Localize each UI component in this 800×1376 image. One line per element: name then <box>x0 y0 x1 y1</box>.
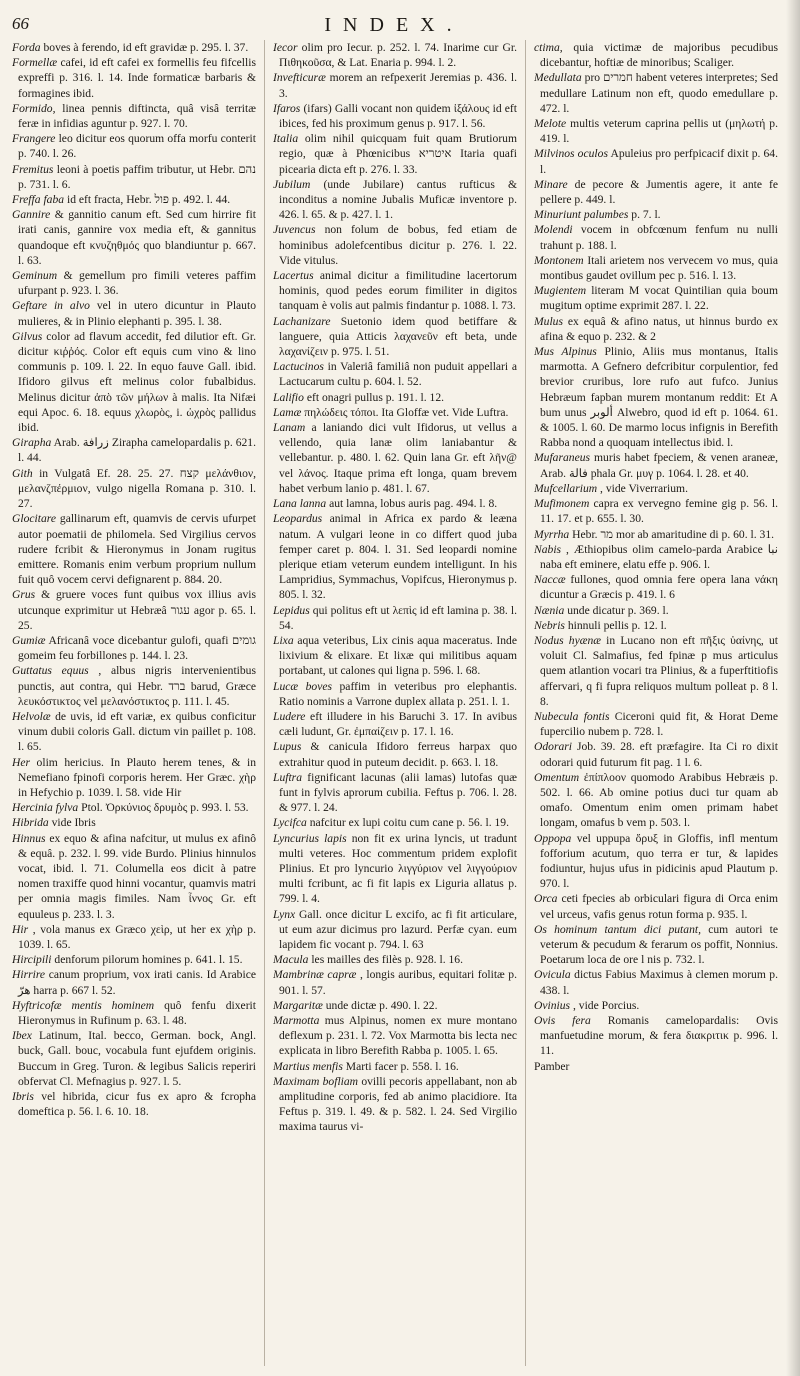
index-headword: Girapha <box>12 436 52 450</box>
index-entry-text: vocem in obfcœnum fenfum nu nulli trahunt p. 188. l. <box>540 223 778 252</box>
index-entry-text: cum autori te veterum & pecudum & ferarum os poffit, Nonnius. Poetarum loca de ore l nis p. 732. l. <box>540 922 778 967</box>
index-entry <box>273 131 517 177</box>
index-entry <box>273 511 517 602</box>
index-headword: Hirrire <box>12 968 46 982</box>
index-headword: Hyftricofæ mentis hominem <box>12 998 155 1012</box>
index-entry <box>273 496 517 511</box>
index-entry-text: denforum pilorum homines p. 641. l. 15. <box>54 953 243 967</box>
index-entry-text: Arab. زرافة Zirapha camelopardalis p. 621. l. 44. <box>18 436 256 465</box>
column-divider <box>264 40 265 1366</box>
index-entry-text: p. 7. l. <box>631 208 661 222</box>
index-entry-text: ceti fpecies ab orbiculari figura di Orca enim vel urceus, vafis genus rotun forma p. 935. l. <box>540 892 778 921</box>
index-entry <box>273 967 517 997</box>
index-headword: Lacertus <box>273 269 314 283</box>
index-entry-text: canum proprium, vox irati canis. Id Arabice هرّ harra p. 667 l. 52. <box>18 968 256 997</box>
index-entry-text: in Vulgatâ Ef. 28. 25. 27. קצח μελάνθιον, μελανζπέρμιον, vulgo nigella Romana p. 310. l. 27. <box>18 466 256 511</box>
index-entry-text: fullones, quod omnia fere opera lana νάκη dicuntur a Græcis p. 419. l. 6 <box>540 573 778 602</box>
index-entry-text: Ptol. Ὀρκύνιος δρυμὸς p. 993. l. 53. <box>81 801 249 815</box>
index-headword: Lanam <box>273 421 306 435</box>
index-entry <box>273 1074 517 1135</box>
index-entry <box>12 709 256 755</box>
index-entry <box>534 450 778 480</box>
index-entry-text: Apuleius pro perfpicacif dixit p. 64. l. <box>540 147 778 176</box>
index-headword: Lana lanna <box>273 497 327 511</box>
index-entry <box>12 207 256 268</box>
index-headword: Margaritæ <box>273 998 323 1012</box>
index-entry <box>534 253 778 283</box>
index-entry <box>12 268 256 298</box>
index-entry <box>534 496 778 526</box>
index-entry <box>534 527 778 542</box>
index-entry-text: dictus Fabius Maximus à clemen morum p. 438. l. <box>540 968 778 997</box>
index-entry-text: de pecore & Jumentis agere, it ante fe pellere p. 449. l. <box>540 177 778 207</box>
index-entry <box>12 466 256 512</box>
index-entry <box>12 1028 256 1089</box>
index-entry <box>534 283 778 313</box>
index-entry <box>12 329 256 435</box>
index-entry <box>273 998 517 1013</box>
index-entry <box>273 770 517 816</box>
index-headword: Invefticuræ <box>273 71 326 85</box>
index-entry-text: ex equo & afina nafcitur, ut mulus ex afinô & equâ. p. 232. l. 99. vide Burdo. Plinius hinnulos vocat, ibid. l. 71. Columella eos dicit à patre nomen traxiffe quod hinni vocantur, quamvis matri per omnia magis fimiles. Nam ἶννος Gr. eft equuleus p. 233. l. 3. <box>18 831 256 921</box>
index-entry <box>273 390 517 405</box>
index-headword: Macula <box>273 953 309 967</box>
index-entry-text: hinnuli pellis p. 12. l. <box>567 618 667 632</box>
index-headword: Nænia <box>534 603 565 617</box>
index-entry <box>534 618 778 633</box>
index-entry-text: , longis auribus, equitari folitæ p. 901. l. 57. <box>279 968 517 997</box>
index-headword: Lupus <box>273 740 302 754</box>
index-entry <box>273 222 517 268</box>
index-entry <box>273 177 517 223</box>
index-entry <box>273 40 517 70</box>
index-entry-text: , vide Porcius. <box>572 998 640 1012</box>
index-headword: Leopardus <box>273 512 323 526</box>
index-headword: Luftra <box>273 770 302 784</box>
index-entry <box>534 207 778 222</box>
index-headword: Frangere <box>12 132 56 146</box>
index-entry <box>534 70 778 116</box>
index-headword: Lepidus <box>273 603 310 617</box>
index-headword: Lalifio <box>273 390 304 404</box>
index-entry <box>273 739 517 769</box>
index-entry <box>12 633 256 663</box>
index-entry-text: muris habet fpeciem, & venen araneæ, Arab. فالة phala Gr. μυγ p. 1064. l. 28. et 40. <box>540 451 778 480</box>
index-entry-text: ἐπίπλοον quomodo Arabibus Hebræis p. 502. l. 66. Ab omine potius duci tur quam ab omafo. Omentum enim omen primam habet longam, omafus b vem p. 503. l. <box>540 770 778 830</box>
index-entry-text: cafei, id eft cafei ex formellis feu fifcellis expreffi p. 316. l. 14. Inde formaticæ barbaris & formagines ibid. <box>18 56 256 100</box>
index-entry <box>534 603 778 618</box>
index-entry-text: Plinio, Aliis mus montanus, Italis marmotta. A Gefnero defcribitur corpulentior, fed brevior cruribus, lore rufo aut fufco. Junius Hebræum fapban murem montanum reddit: Et A bum unus ألوبر Alwebro, quod id eft p. 1064. 61. & 1005. l. 60. De marmo locus infignis in Berefith Rabba nond a quoquam intellectus ibid. l. <box>540 345 778 450</box>
index-headword: Freffa faba <box>12 193 65 207</box>
index-headword: Lixa <box>273 633 294 647</box>
index-entry-text: aut lamna, lobus auris pag. 494. l. 8. <box>329 497 498 511</box>
index-entry-text: vel in utero dicuntur in Plauto mulieres, & in Plinio elephanti p. 395. l. 38. <box>18 299 256 328</box>
index-headword: Ovis fera <box>534 1014 591 1027</box>
index-entry-text: Africanâ voce dicebantur gulofi, quafi גומים gomeim feu forbillones p. 144. l. 23. <box>18 633 256 663</box>
index-entry <box>12 952 256 967</box>
index-headword: Myrrha <box>534 527 570 541</box>
index-headword: Lachanizare <box>273 314 331 328</box>
index-headword: Omentum <box>534 770 580 784</box>
index-entry <box>534 709 778 739</box>
index-headword: Odorari <box>534 740 573 754</box>
index-entry <box>12 663 256 709</box>
index-entry-text: unde dictæ p. 490. l. 22. <box>325 998 438 1012</box>
index-headword: Mufaraneus <box>534 451 591 465</box>
index-entry-text: Romanis camelopardalis: Ovis manfuetudine morum, & fera διακριτικ p. 996. l. 11. <box>540 1014 778 1058</box>
index-entry-text: leo dicitur eos quorum offa morfu conterit p. 740. l. 26. <box>18 132 256 161</box>
index-entry-text: πηλώδεις τόποι. Ita Gloffæ vet. Vide Luftra. <box>304 405 509 419</box>
index-headword: Geminum <box>12 269 58 283</box>
index-headword: Minare <box>534 177 568 191</box>
index-entry <box>534 40 778 70</box>
index-entry-text: Ciceroni quid fit, & Horat Deme fupercilio nubem p. 728. l. <box>540 709 778 739</box>
index-entry <box>534 481 778 496</box>
index-entry <box>12 511 256 587</box>
index-entry-text: animal dicitur a fimilitudine lacertorum hominis, quod pedes eorum fimiliter in digitos tanquam è volis aut palmis findantur p. 1088. l. 73. <box>279 269 517 313</box>
index-entry-text: olim hericius. In Plauto herem tenes, & in Nemefiano fpinofi corporis herem. Her Græc. χὴρ in Hefychio p. 1039. l. 58. vide Hir <box>18 755 256 799</box>
index-headword: Lucæ boves <box>273 679 333 693</box>
index-headword: Medullata <box>534 71 582 85</box>
index-headword: Molendi <box>534 223 573 237</box>
index-entry <box>534 1013 778 1059</box>
index-entry <box>534 891 778 921</box>
index-headword: Ibris <box>12 1090 34 1104</box>
index-entry <box>273 907 517 953</box>
index-headword: Formido, <box>12 101 56 115</box>
index-entry-text: literam M vocat Quintilian quia boum mugitum optime exprimit 287. l. 22. <box>540 284 778 313</box>
index-column-right <box>534 40 778 1366</box>
index-entry-text: in Valeriâ familiâ non puduit appellari a Lactucarum cultu p. 604. l. 52. <box>279 360 517 389</box>
index-entry <box>12 1089 256 1119</box>
index-entry <box>12 815 256 830</box>
index-headword: Fremitus <box>12 162 54 176</box>
index-entry-text: (ifars) Galli vocant non quidem ἰξάλους id eft ibices, fed his proximum genus p. 917. l. 56. <box>279 101 517 131</box>
index-headword: Minuriunt palumbes <box>534 208 629 222</box>
page-edge-shadow <box>786 0 800 1376</box>
index-entry-text: ex equâ & afino natus, ut hinnus burdo ex afina & equo p. 232. & 2 <box>540 314 778 343</box>
index-headword: Hibrida <box>12 816 49 830</box>
index-entry <box>12 162 256 192</box>
index-entry <box>12 101 256 131</box>
index-entry-text: olim nihil quicquam fuit quam Brutiorum regio, quæ à Phœnicibus איטריא Itaria quafi picearia dicta eft p. 276. l. 33. <box>279 132 517 176</box>
index-entry <box>273 101 517 131</box>
index-entry-text: olim pro Iecur. p. 252. l. 74. Inarime cur Gr. Πιθηκοῦσα, & Lat. Enaria p. 994. l. 2. <box>279 41 517 70</box>
index-headword: Oppopa <box>534 831 572 845</box>
index-entry-text: , vola manus ex Græco χεὶρ, ut her ex χὴρ p. 1039. l. 65. <box>18 922 256 951</box>
index-entry-text: fignificant lacunas (alii lamas) lutofas quæ funt in fylvis aprorum cubilia. Feftus p. 706. l. 28. & 977. l. 24. <box>279 770 517 815</box>
index-entry <box>12 831 256 922</box>
index-headword: Melote <box>534 117 567 131</box>
index-entry-text: a laniando dici vult Ifidorus, ut vellus a vellendo, quia lanæ olim laniabantur & vellebantur. p. 480. l. 62. Quin lana Gr. eft λῆν@ vel λάνος. Itaque prima eft longa, quam brevem habet verbum lanio p. 481. l. 67. <box>279 421 517 495</box>
index-entry <box>273 268 517 314</box>
index-headword: Ibex <box>12 1029 32 1043</box>
index-entry <box>534 146 778 176</box>
index-entry-text: pro חמרים habent veteres interpretes; Sed medullare Latinum non eft, quodo emedullare p. 472. l. <box>540 71 778 115</box>
index-entry-text: & gannitio canum eft. Sed cum hirrire fit irati canis, gannire vox media eft, & gannitus quandoque eft κνυζηθμός quo blandiuntur p. 667. l. 63. <box>18 208 256 267</box>
index-entry <box>534 542 778 572</box>
index-entry <box>534 831 778 892</box>
index-entry <box>273 359 517 389</box>
index-entry <box>534 1059 778 1074</box>
index-entry <box>273 709 517 739</box>
index-entry-text: Job. 39. 28. eft præfagire. Ita Ci ro dixit odorari quid futurum fit pag. 1 l. 6. <box>540 740 778 769</box>
index-headword: Lamæ <box>273 405 302 419</box>
index-headword: Maximam bofliam <box>273 1074 359 1088</box>
index-headword: Guttatus equus <box>12 664 89 678</box>
index-entry-text: Hebr. מר mor ab amaritudine di p. 60. l. 31. <box>572 527 775 541</box>
index-entry-text: & canicula Ifidoro ferreus harpax quo extrahitur quod in puteum decidit. p. 663. l. 18. <box>279 740 517 769</box>
index-headword: Martius menfis <box>273 1059 343 1073</box>
index-entry-text: non folum de bobus, fed etiam de hominibus adolefcentibus dicitur p. 276. l. 22. Vide vitulus. <box>279 223 517 267</box>
index-headword: Montonem <box>534 253 584 267</box>
index-entry <box>534 739 778 769</box>
index-headword: Ludere <box>273 709 306 723</box>
index-entry-text: leoni à poetis paffim tributur, ut Hebr. נהם p. 731. l. 6. <box>18 162 256 191</box>
index-entry <box>534 314 778 344</box>
index-entry-text: capra ex vervegno femine gig p. 56. l. 11. 17. et p. 655. l. 30. <box>540 497 778 526</box>
index-entry <box>12 55 256 101</box>
index-headword: Glocitare <box>12 512 57 526</box>
index-entry-text: aqua veteribus, Lix cinis aqua maceratus. Inde lixivium & elixare. Et lixæ qui militibus aquam portabant, ut calones qui ligna p. 596. l. 68. <box>279 633 517 678</box>
index-headword: Nebris <box>534 618 565 632</box>
index-entry <box>273 603 517 633</box>
index-columns <box>12 40 778 1366</box>
index-headword: Gumiæ <box>12 633 46 647</box>
index-headword: Forda <box>12 41 41 54</box>
index-entry-text: (unde Jubilare) cantus rufticus & inconditus a nomine Jubalis Muficæ inventore p. 426. l. 65. & p. 427. l. 1. <box>279 177 517 222</box>
index-headword: Mufcellarium <box>534 481 598 495</box>
index-entry-text: Suetonio idem quod betiffare & languere, quia Atticis λαχανεῦν eft beta, unde λαχανίζειν p. 975. l. 51. <box>279 314 517 359</box>
index-headword: Her <box>12 755 31 769</box>
column-divider <box>525 40 526 1366</box>
index-entry-text: , vide Viverrarium. <box>600 481 688 495</box>
index-headword: Ifaros <box>273 101 301 115</box>
index-entry-text: eft illudere in his Baruchi 3. 17. In avibus cæli ludunt, Gr. ἐμπαίζειν p. 17. l. 16. <box>279 709 517 739</box>
index-headword: Hir <box>12 922 29 936</box>
index-headword: Mambrinæ capræ <box>273 968 357 982</box>
index-entry-text: Itali arietem nos vervecem vo mus, quia montibus gaudet ovillum pec p. 516. l. 13. <box>540 253 778 283</box>
index-headword: Orca <box>534 892 558 906</box>
index-entry-text: boves à ferendo, id eft gravidæ p. 295. l. 37. <box>43 41 249 54</box>
index-headword: Marmotta <box>273 1014 320 1027</box>
index-entry-text: Marti facer p. 558. l. 16. <box>345 1059 459 1073</box>
index-entry-text: , Æthiopibus olim camelo-parda Arabice نبا naba eft eminere, elatu effe p. 906. l. <box>540 542 778 571</box>
index-headword: Mufimonem <box>534 497 590 511</box>
index-headword: Juvencus <box>273 223 316 237</box>
index-entry <box>534 998 778 1013</box>
index-entry-text: morem an refpexerit Jeremias p. 436. l. 3. <box>279 71 517 100</box>
index-entry <box>12 435 256 465</box>
page-header <box>12 14 776 38</box>
index-entry <box>273 314 517 360</box>
index-entry <box>273 1013 517 1059</box>
index-entry <box>273 633 517 679</box>
index-entry <box>534 177 778 207</box>
index-entry-text: non fit ex urina lyncis, ut tradunt multi veteres. Hoc commentum pridem explofit Plinius. Et pro lyncurio λιγγύριον vel λιγγούριον multi fcribunt, ac fi fit lapis ex Liguria allatus p. 799. l. 4. <box>279 831 517 906</box>
index-entry <box>273 815 517 830</box>
index-entry <box>534 116 778 146</box>
index-headword: Iecor <box>273 41 298 54</box>
index-entry-text: paffim in veteribus pro elephantis. Ratio nominis a Varrone duplex allata p. 251. l. 1. <box>279 679 517 708</box>
index-headword: Ovinius <box>534 998 571 1012</box>
index-entry-text: & gruere voces funt quibus vox illius avis utcunque exprimitur ut Hebræâ עגור agor p. 65. l. 25. <box>18 588 256 632</box>
index-entry <box>534 922 778 968</box>
index-entry <box>273 405 517 420</box>
index-entry <box>273 1059 517 1074</box>
index-entry-text: id eft fracta, Hebr. פול p. 492. l. 44. <box>66 193 231 207</box>
index-entry <box>273 420 517 496</box>
index-headword: Lynx <box>273 907 296 921</box>
index-headword: Gith <box>12 466 33 480</box>
index-entry <box>534 222 778 252</box>
index-entry-text: qui politus eft ut λεπὶς id eft lamina p. 38. l. 54. <box>279 603 517 632</box>
index-entry <box>534 633 778 709</box>
index-entry-text: animal in Africa ex pardo & leæna natum. A vulgari leone in co differt quod juba femper caret p. 804. l. 31. Sed leopardi nomine plerique etiam veterum eundem intelligunt. In his Lampridius, Symmachus, Vopifcus, Hieronymus p. 805. l. 32. <box>279 512 517 602</box>
index-entry-text: vide Ibris <box>51 816 96 830</box>
index-headword: Nodus hyænæ <box>534 633 601 647</box>
index-entry <box>12 40 256 55</box>
index-entry-text: vel uppupa ὄρυξ in Gloffis, infl mentum fofforium acutum, quo terra er tur, & lapides fodiuntur, hujus ufus in pidicinis apud Plautum p. 970. l. <box>540 831 778 891</box>
index-headword: Grus <box>12 588 36 602</box>
index-entry-text: Latinum, Ital. becco, German. bock, Angl. buck, Gall. bouc, vocabula funt ejufdem originis. Buccum in Greg. Turon. & legibus Salicis reperiri obfervat Cl. Mefnagius p. 927. l. 5. <box>18 1029 256 1088</box>
index-headword: Milvinos oculos <box>534 147 608 161</box>
index-entry <box>12 922 256 952</box>
index-headword: Gannire <box>12 208 51 222</box>
index-headword: Formellæ <box>12 56 58 70</box>
index-headword: Os hominum tantum dici putant, <box>534 922 701 936</box>
index-entry <box>273 70 517 100</box>
index-headword: Hinnus <box>12 831 46 845</box>
index-entry <box>12 298 256 328</box>
index-entry-text: de uvis, id eft variæ, ex quibus conficitur vinum dubii coloris Gall. dictum vin paillet p. 108. l. 65. <box>18 709 256 754</box>
index-entry-text: multis veterum caprina pellis ut (μηλωτή p. 419. l. <box>540 117 778 146</box>
index-entry-text: linea pennis diftincta, quâ visâ territæ feræ in infidias aguntur p. 927. l. 70. <box>18 101 256 131</box>
index-entry-text: mus Alpinus, nomen ex mure montano deflexum p. 231. l. 72. Vox Marmotta bis lecta nec explicata in libro Berefith Rabba p. 1005. l. 65. <box>279 1014 517 1058</box>
index-entry-text: nafcitur ex lupi coitu cum cane p. 56. l. 19. <box>309 816 509 830</box>
index-entry-text: ovilli pecoris appellabant, non ab amplitudine corporis, fed ab animo placidiore. Ita Feftus p. 319. l. 49. & p. 582. l. 24. Sed Virgilio maxima taurus vi- <box>279 1074 517 1134</box>
index-entry-text: eft onagri pullus p. 191. l. 12. <box>306 390 445 404</box>
index-entry <box>12 998 256 1028</box>
index-entry <box>534 967 778 997</box>
index-entry <box>12 192 256 207</box>
index-headword: Gilvus <box>12 329 43 343</box>
index-entry <box>12 131 256 161</box>
index-entry-text: Pamber <box>534 1059 570 1073</box>
index-entry <box>12 800 256 815</box>
index-headword: Ovicula <box>534 968 571 982</box>
index-headword: Jubilum <box>273 177 311 191</box>
index-entry <box>534 344 778 450</box>
index-entry-text: color ad flavum accedit, fed dilutior eft. Gr. dicitur κιῤῥός. Color eft equis cum vino & lino communis p. 109. l. 22. In equo fauve Gall. ibid. Ifidoro gilvus eft melinus color fubalbidus. Melinus dicitur ἀπὸ τῶν μήλων à malis. Ita Nifæi equi Apoc. 6. 18. equus χλωρὸς, i. ὠχρὸς pallidus ibid. <box>18 329 256 435</box>
index-entry-text: in Lucano non eft πῆξις ὑαίνης, ut voluit Cl. Salmafius, fed fpinæ p mus articulus quem atlantion vocari tra Plinius, & a fuperftitiofis affervari, q fi fupra reliquos multum polleat p. 8 l. 8. <box>540 633 778 708</box>
index-headword: Hircipili <box>12 953 52 967</box>
index-headword: Nabis <box>534 542 562 556</box>
index-entry-text: quia victimæ de majoribus pecudibus dicebantur, hoftiæ de minoribus; Scaliger. <box>540 41 778 70</box>
index-entry-text: unde dicatur p. 369. l. <box>567 603 669 617</box>
index-entry-text: vel hibrida, cicur fus ex apro & fcropha domeftica p. 56. l. 6. 10. 18. <box>18 1090 256 1119</box>
index-entry <box>12 587 256 633</box>
index-headword: Geftare in alvo <box>12 299 90 313</box>
index-headword: Lycifca <box>273 816 307 830</box>
index-entry <box>534 770 778 831</box>
index-entry-text: & gemellum pro fimili veteres paffim ufurpant p. 923. l. 36. <box>18 269 256 298</box>
index-entry <box>273 679 517 709</box>
index-column-left <box>12 40 256 1366</box>
index-headword: Naccæ <box>534 573 566 587</box>
index-headword: Mus Alpinus <box>534 345 597 359</box>
index-entry <box>12 967 256 997</box>
index-entry <box>273 831 517 907</box>
page-number: 66 <box>12 14 29 33</box>
index-headword: Lyncurius lapis <box>273 831 347 845</box>
index-entry <box>12 755 256 801</box>
index-headword: Mugientem <box>534 284 587 298</box>
index-column-middle <box>273 40 517 1366</box>
index-headword: Nubecula fontis <box>534 709 610 723</box>
index-entry-text: les mailles des filès p. 928. l. 16. <box>311 953 463 967</box>
index-headword: Italia <box>273 132 299 146</box>
index-entry-text: quô fenfu dixerit Hieronymus in Rufinum p. 63. l. 48. <box>18 998 256 1027</box>
index-headword: ctima, <box>534 41 563 54</box>
index-headword: Mulus <box>534 314 563 328</box>
index-entry <box>273 952 517 967</box>
index-headword: Hercinia fylva <box>12 801 79 815</box>
index-entry-text: , albus nigris intervenientibus punctis, aut contra, qui Hebr. ברד barud, Græce λευκόστικτος vel μελανόστικτος p. 111. l. 45. <box>18 664 256 708</box>
index-entry-text: gallinarum eft, quamvis de cervis ufurpet autor poematii de philomela. Sed Virgilius cervos rudere fcribit & Hieronymus in Jonam rugitus emittere. Romanis enim verbum proprium nullum fuit quô vocem cervi defignarent p. 884. 20. <box>18 512 256 587</box>
index-headword: Helvolæ <box>12 709 51 723</box>
index-entry-text: Gall. once dicitur L excifo, ac fi fit articulare, ut eum azur dicimus pro lazurd. Perfæ cyan. eum lapidem fic vocant p. 794. l. 63 <box>279 907 517 951</box>
running-head: INDEX. <box>324 14 464 36</box>
index-entry <box>534 572 778 602</box>
index-headword: Lactucinos <box>273 360 324 374</box>
